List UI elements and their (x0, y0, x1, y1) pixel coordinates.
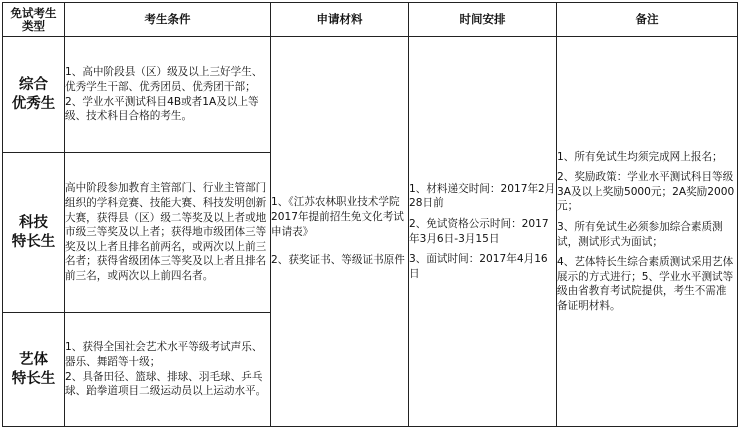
header-schedule: 时间安排 (409, 3, 557, 37)
type-label-line1: 艺体 (19, 351, 48, 368)
conditions-cell (65, 313, 271, 427)
type-label-line1: 科技 (19, 214, 48, 231)
header-conditions: 考生条件 (65, 3, 271, 37)
conditions-cell (65, 153, 271, 313)
note-item: 2、奖励政策：学业水平测试科目等级3A及以上奖励5000元；2A奖励2000元； (557, 171, 735, 213)
condition-item: 1、高中阶段县（区）级及以上三好学生、优秀学生干部、优秀团员、优秀团干部； (65, 66, 263, 93)
type-cell-tech (3, 153, 65, 313)
conditions-cell (65, 37, 271, 153)
header-materials: 申请材料 (271, 3, 409, 37)
notes-cell (557, 37, 738, 427)
material-item: 1、《江苏农林职业技术学院2017年提前招生免文化考试申请表》 (271, 196, 404, 238)
type-cell-arts-sports (3, 313, 65, 427)
header-row (3, 3, 738, 37)
header-type (3, 3, 65, 37)
type-label-line2: 优秀生 (11, 95, 56, 112)
type-label-line1: 综合 (19, 76, 48, 93)
materials-cell (271, 37, 409, 427)
condition-item: 1、获得全国社会艺术水平等级考试声乐、器乐、舞蹈等十级； (65, 341, 263, 368)
note-item: 1、所有免试生均须完成网上报名； (557, 150, 723, 163)
header-notes: 备注 (557, 3, 738, 37)
type-cell-comprehensive (3, 37, 65, 153)
schedule-item: 1、材料递交时间：2017年2月28日前 (409, 182, 556, 210)
type-label-line2: 特长生 (11, 370, 56, 387)
material-item: 2、获奖证书、等级证书原件 (271, 254, 405, 267)
schedule-cell (409, 37, 557, 427)
header-type-line2: 类型 (22, 18, 45, 33)
condition-item: 2、具备田径、篮球、排球、羽毛球、乒乓球、跆拳道项目二级运动员以上运动水平。 (65, 370, 267, 398)
condition-item: 2、学业水平测试科目4B或者1A及以上等级、技术科目合格的考生。 (65, 95, 259, 123)
condition-item: 高中阶段参加教育主管部门、行业主管部门组织的学科竞赛、技能大赛、科技发明创新大赛，获得县（区）级二等奖及以上者或地市级三等奖及以上者；获得地市级团体三等奖及以上者且排名前两名，或两次以上前三名者；获得省级团体三等奖及以上者且排名前三名，或两次以上前四名者。 (65, 182, 267, 282)
header-type-line1: 免试考生 (10, 5, 57, 20)
note-item: 3、所有免试生必须参加综合素质测试，测试形式为面试； (557, 220, 723, 248)
schedule-item: 3、面试时间：2017年4月16日 (409, 253, 548, 280)
admission-table (2, 2, 738, 427)
note-item: 4、艺体特长生综合素质测试采用艺体展示的方式进行；5、学业水平测试等级由省教育考试院提供，考生不需准备证明材料。 (557, 256, 734, 312)
table-row (3, 37, 738, 153)
schedule-item: 2、免试资格公示时间：2017年3月6日-3月15日 (409, 217, 549, 245)
type-label-line2: 特长生 (11, 233, 56, 250)
